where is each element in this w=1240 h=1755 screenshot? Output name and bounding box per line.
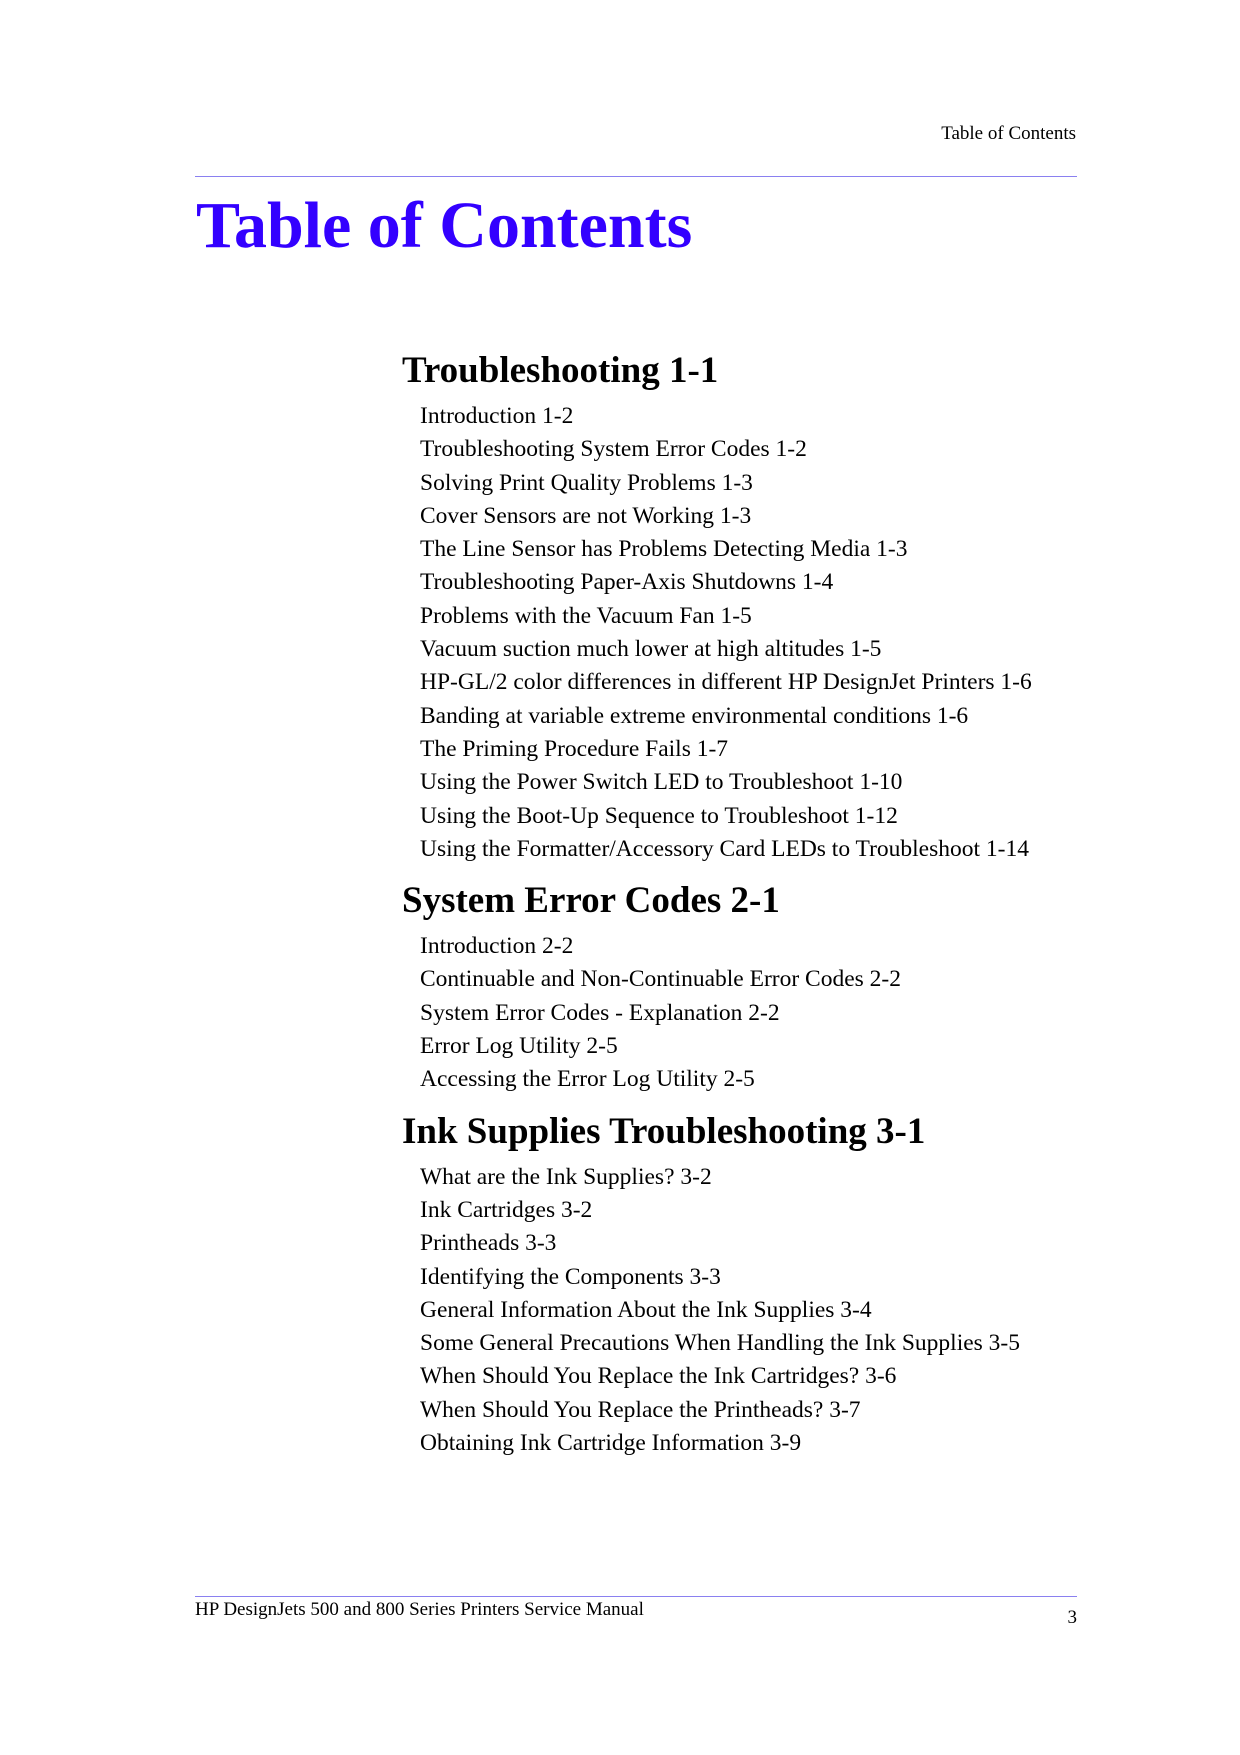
entry-list <box>402 400 1102 866</box>
entry-list <box>402 930 1102 1096</box>
page-title: Table of Contents <box>196 189 693 262</box>
running-header: Table of Contents <box>941 123 1076 144</box>
toc-entry[interactable]: Introduction 1-2 <box>420 403 574 429</box>
toc-entry[interactable]: Cover Sensors are not Working 1-3 <box>420 502 752 529</box>
header-rule <box>195 176 1077 177</box>
toc-entry[interactable]: Accessing the Error Log Utility 2-5 <box>420 1066 755 1093</box>
toc-entry[interactable]: Using the Formatter/Accessory Card LEDs to Troubleshoot 1-14 <box>420 835 1029 862</box>
toc-entry[interactable]: HP-GL/2 color differences in different HP DesignJet Printers 1-6 <box>420 669 1032 696</box>
toc-entry[interactable]: Troubleshooting System Error Codes 1-2 <box>420 436 807 463</box>
chapter-troubleshooting <box>402 348 1102 866</box>
toc-entry[interactable]: Ink Cartridges 3-2 <box>420 1196 593 1223</box>
entry-list <box>402 1161 1102 1461</box>
toc-entry[interactable]: Using the Boot-Up Sequence to Troubleshoot 1-12 <box>420 802 898 829</box>
chapter-ink-supplies <box>402 1109 1102 1461</box>
toc-entry[interactable]: Some General Precautions When Handling the Ink Supplies 3-5 <box>420 1330 1020 1357</box>
toc-entry[interactable]: Continuable and Non-Continuable Error Codes 2-2 <box>420 966 902 993</box>
toc-entry[interactable]: Problems with the Vacuum Fan 1-5 <box>420 602 752 629</box>
toc-entry[interactable]: System Error Codes - Explanation 2-2 <box>420 999 780 1026</box>
toc-entry[interactable]: Error Log Utility 2-5 <box>420 1033 618 1060</box>
toc-entry[interactable]: The Priming Procedure Fails 1-7 <box>420 735 729 762</box>
toc-entry[interactable]: The Line Sensor has Problems Detecting Media 1-3 <box>420 536 908 563</box>
page-number: 3 <box>1067 1607 1077 1628</box>
toc-entry[interactable]: Obtaining Ink Cartridge Information 3-9 <box>420 1430 802 1457</box>
toc-entry[interactable]: Solving Print Quality Problems 1-3 <box>420 469 753 496</box>
toc-entry[interactable]: Vacuum suction much lower at high altitudes 1-5 <box>420 636 882 663</box>
toc-entry[interactable]: Using the Power Switch LED to Troubleshoot 1-10 <box>420 769 903 796</box>
table-of-contents <box>402 348 1102 1472</box>
toc-entry[interactable]: When Should You Replace the Printheads? 3-7 <box>420 1396 861 1423</box>
chapter-heading[interactable]: Troubleshooting 1-1 <box>402 350 719 391</box>
toc-entry[interactable]: Troubleshooting Paper-Axis Shutdowns 1-4 <box>420 569 834 596</box>
chapter-system-error-codes <box>402 878 1102 1096</box>
footer-rule <box>195 1596 1077 1597</box>
toc-entry[interactable]: Banding at variable extreme environmental conditions 1-6 <box>420 702 969 729</box>
toc-entry[interactable]: Printheads 3-3 <box>420 1230 557 1257</box>
toc-entry[interactable]: Introduction 2-2 <box>420 933 574 960</box>
toc-entry[interactable]: Identifying the Components 3-3 <box>420 1263 721 1290</box>
toc-entry[interactable]: General Information About the Ink Supplies 3-4 <box>420 1296 872 1323</box>
footer-manual-title: HP DesignJets 500 and 800 Series Printers Service Manual <box>195 1599 644 1620</box>
chapter-heading[interactable]: Ink Supplies Troubleshooting 3-1 <box>402 1110 926 1152</box>
toc-entry[interactable]: When Should You Replace the Ink Cartridges? 3-6 <box>420 1363 897 1390</box>
chapter-heading[interactable]: System Error Codes 2-1 <box>402 880 780 922</box>
toc-entry[interactable]: What are the Ink Supplies? 3-2 <box>420 1163 712 1190</box>
